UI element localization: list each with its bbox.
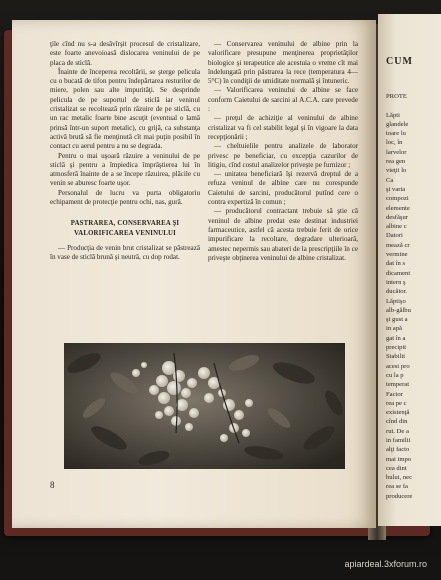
next-page-line: elemente	[386, 204, 410, 212]
next-page-line: temperat	[386, 381, 410, 389]
next-page-line: Factor	[386, 390, 403, 398]
next-page-line: dat în s	[386, 260, 406, 268]
next-page-line: rut. De a	[386, 427, 409, 435]
next-page-line: producere	[386, 492, 413, 500]
next-page-line: glandele	[386, 120, 409, 128]
next-page-line: rea gen	[386, 158, 406, 166]
next-page-line: Ca	[386, 176, 394, 184]
next-page-line: cînd din	[386, 418, 408, 426]
next-page-line: şi gust a	[386, 316, 408, 324]
paragraph: Personalul de lucru va purta obligatoriu echipament de protecţie pentru ochi, nas, gură.	[50, 188, 200, 207]
next-page-line: vieţii lo	[386, 167, 407, 175]
section-title: PASTRAREA, CONSERVAREA ŞI VALORIFICAREA VENINULUI	[70, 220, 180, 237]
paragraph: — Producţia de venin brut cristalizat se păstrează în vase de sticlă brună şi neutră, cu dop rodat.	[50, 243, 200, 262]
list-item: — producătorul contractant trebuie să ştie că veninul de albine predat este destinat industriei farmaceutice, astfel că acesta trebuie ferit de orice impurificare la recoltare, degradare ulterioară, amestec nepermis sau abateri de la prescripţiile în ce priveşte obţinerea veninului de albine cristalizat.	[208, 207, 358, 262]
next-page-line: in familii	[386, 436, 411, 444]
paragraph: Înainte de începerea recoltării, se şterge pelicula cu o bucată de tifon pentru îndepărtarea resturilor de miere, polen sau alte impurităţi. Se desprinde pelicula de pe suportul de sticlă iar veninul cristalizat se recoltează prin răzuire de pe sticlă, cu un rac metalic foarte bine ascuţit (eventual o lamă prinsă într-un suport metalic), cu grijă, ca substanţa activă brută să fie menţinută cît mai puţin posibil în contact cu aerul pentru a nu se degrada.	[50, 67, 200, 151]
next-page-line: desfăşur	[386, 213, 408, 221]
next-page-line: dicament	[386, 269, 411, 277]
next-page-line: mai impo	[386, 455, 412, 463]
next-page-line: existenţă	[386, 409, 410, 417]
next-page-text	[386, 92, 441, 501]
page-number: 8	[50, 480, 55, 490]
next-page-line: ducător.	[386, 288, 408, 296]
next-page-line: Lăptişo	[386, 297, 406, 305]
next-page-line: alţi facto	[386, 446, 410, 454]
next-page-line: alb-gălbu	[386, 306, 411, 314]
flower-photo-image	[64, 343, 345, 469]
next-page-line: albine c	[386, 223, 407, 231]
next-page-line: şi varia	[386, 185, 406, 193]
next-page-line: PROTE	[386, 93, 407, 100]
left-text-column	[50, 40, 200, 263]
paragraph: — Conservarea veninului de albine prin la valorificare presupune menţinerea proprietăţilor biologice şi terapeutice ale acestuia o vreme cît mai îndelungată prin păstrarea la rece (temperatura 4—5°C) în condiţii de umiditate normală şi întuneric.	[208, 40, 358, 86]
right-text-column	[208, 40, 358, 263]
list-item: — cheltuielile pentru analizele de laborator privesc pe beneficiar, cu excepţia cazurilor de litigiu, cînd costul analizelor priveşte pe furnizor ;	[208, 142, 358, 169]
next-page-line: compozi	[386, 195, 409, 203]
flower-photo	[64, 343, 345, 469]
list-item: — preţul de achiziţie al veninului de albine cristalizat va fi cel stabilit legal şi în vigoare la data recepţionării ;	[208, 114, 358, 141]
next-page-line: intern ş	[386, 278, 406, 286]
next-page-line: toare lu	[386, 130, 406, 138]
watermark: apiardeal.3xforum.ro	[344, 559, 427, 569]
next-page-line: rea pe c	[386, 399, 407, 407]
next-page-line: Lăpti	[386, 111, 400, 119]
paragraph: ţile cînd nu s-a desăvîrşit procesul de cristalizare, este foarte anevoioasă dislocarea veninului de pe placa de sticlă.	[50, 40, 200, 67]
next-page-line: cea dint	[386, 464, 407, 472]
next-page-heading: CUM	[386, 56, 413, 67]
next-page-line: larvelor	[386, 148, 407, 156]
next-page-line: in apă	[386, 325, 402, 333]
next-page-line: Stabilit	[386, 353, 406, 361]
paragraph: — Valorificarea veninului de albine se face conform Caietului de sarcini al A.C.A. care prevede :	[208, 86, 358, 114]
paragraph: Pentru o mai uşoară răzuire a veninului de pe sticlă şi pentru a împiedica împrăştierea lui în atmosferă înainte de a se începe răzuirea, plăcile cu venin se aburesc foarte uşor.	[50, 151, 200, 188]
next-page-line: bului, nec	[386, 474, 413, 482]
next-page-line: rea se fa	[386, 483, 408, 491]
list-item: — unitatea beneficiară îşi rezervă dreptul de a refuza veninul de albine care nu corespunde Caietului de sarcini, producătorul putînd cere o contra expertiză în comun ;	[208, 170, 358, 207]
next-page-line: precipit	[386, 344, 407, 352]
next-page-line: Datori	[386, 232, 403, 240]
next-page-line: cu la p	[386, 371, 404, 379]
next-page-line: loc, în	[386, 139, 403, 147]
next-page-edge	[378, 14, 441, 526]
next-page-line: acest pro	[386, 362, 410, 370]
next-page-line	[386, 101, 441, 110]
next-page-line: vermine	[386, 251, 408, 259]
next-page-line: gat în a	[386, 334, 406, 342]
next-page-line: mează cr	[386, 241, 410, 249]
